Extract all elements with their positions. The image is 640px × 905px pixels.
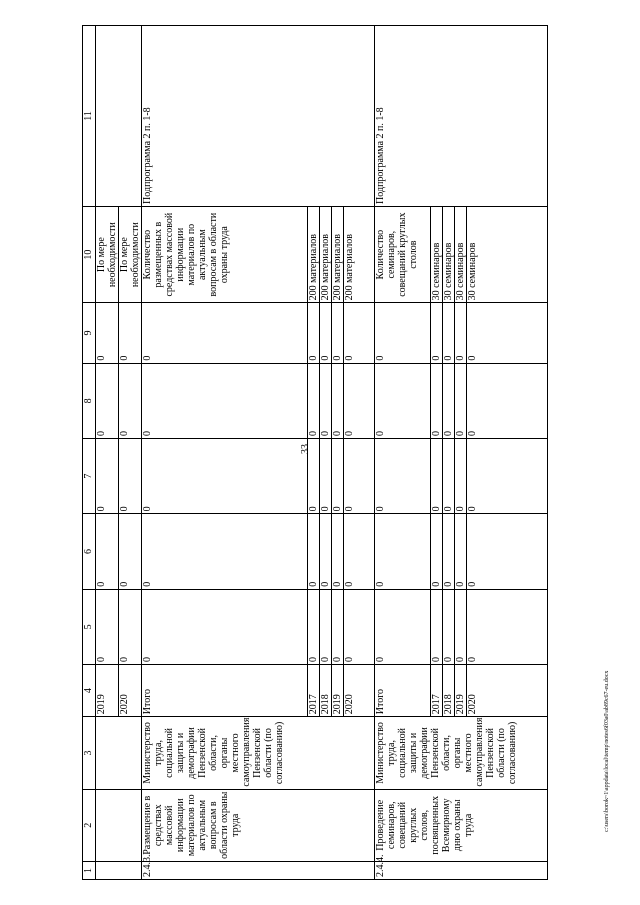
- program-cell: Подпрограмма 2 п. 1-8: [375, 26, 548, 207]
- indicator-cell: По мере необходимости: [119, 206, 142, 302]
- value-cell: 0: [443, 303, 455, 363]
- value-cell: 0: [455, 303, 467, 363]
- header-cell: 8: [83, 363, 96, 438]
- item-name: Проведение семинаров, совещаний круглых столов, посвященных Всемирному дню охраны труда: [375, 789, 548, 861]
- header-row: [83, 26, 96, 880]
- year-cell: 2017: [308, 665, 320, 717]
- page-number: 33: [300, 444, 311, 454]
- year-cell: 2019: [96, 665, 119, 717]
- item-name: Размещение в средствах массовой информации материалов по актуальным вопросам в области охраны труда: [142, 789, 375, 861]
- value-cell: 0: [119, 439, 142, 514]
- value-cell: 0: [119, 514, 142, 589]
- indicator-value: 30 семинаров: [431, 206, 443, 302]
- footer-file-path: c:\users\borok~1\appdata\local\temp\notes6f03a0\ab89c67-eu.docx: [604, 670, 610, 832]
- value-cell: 0: [443, 363, 455, 438]
- table-row: [142, 26, 308, 880]
- value-cell: 0: [320, 589, 332, 664]
- value-cell: 0: [467, 363, 548, 438]
- value-cell: 0: [119, 303, 142, 363]
- value-cell: 0: [119, 363, 142, 438]
- value-cell: 0: [344, 363, 375, 438]
- value-cell: 0: [332, 303, 344, 363]
- value-cell: 0: [455, 514, 467, 589]
- empty-cell: [96, 717, 142, 789]
- year-cell: 2019: [332, 665, 344, 717]
- header-cell: 4: [83, 665, 96, 717]
- year-cell: 2020: [344, 665, 375, 717]
- value-cell: 0: [320, 363, 332, 438]
- item-executor: Министерство труда, социальной защиты и демографии Пензенской области, органы местного самоуправления Пензенской области (по согласованию): [142, 717, 375, 789]
- value-cell: 0: [455, 439, 467, 514]
- value-cell: 0: [142, 514, 308, 589]
- value-cell: 0: [119, 589, 142, 664]
- value-cell: 0: [96, 514, 119, 589]
- total-label: Итого: [375, 665, 431, 717]
- value-cell: 0: [320, 303, 332, 363]
- indicator-cell: По мере необходимости: [96, 206, 119, 302]
- header-cell: 6: [83, 514, 96, 589]
- empty-cell: [96, 789, 142, 861]
- indicator-value: 30 семинаров: [455, 206, 467, 302]
- item-executor: Министерство труда, социальной защиты и демографии Пензенской области, органы местного самоуправления Пензенской области (по согласованию): [375, 717, 548, 789]
- value-cell: 0: [443, 514, 455, 589]
- value-cell: 0: [308, 363, 320, 438]
- value-cell: 0: [443, 589, 455, 664]
- value-cell: 0: [142, 439, 308, 514]
- value-cell: 0: [431, 439, 443, 514]
- value-cell: 0: [332, 589, 344, 664]
- value-cell: 0: [142, 303, 308, 363]
- indicator-value: 200 материалов: [308, 206, 320, 302]
- value-cell: 0: [431, 514, 443, 589]
- header-cell: 10: [83, 206, 96, 302]
- value-cell: 0: [375, 303, 431, 363]
- value-cell: 0: [455, 363, 467, 438]
- value-cell: 0: [96, 303, 119, 363]
- header-cell: 11: [83, 26, 96, 207]
- value-cell: 0: [431, 303, 443, 363]
- year-cell: 2019: [455, 665, 467, 717]
- value-cell: 0: [332, 514, 344, 589]
- value-cell: 0: [308, 514, 320, 589]
- value-cell: 0: [332, 363, 344, 438]
- indicator-cell: Количество размещенных в средствах массовой информации материалов по актуальным вопросам в области охраны труда: [142, 206, 308, 302]
- indicator-value: 200 материалов: [332, 206, 344, 302]
- value-cell: 0: [308, 439, 320, 514]
- value-cell: 0: [375, 439, 431, 514]
- year-cell: 2020: [119, 665, 142, 717]
- value-cell: 0: [332, 439, 344, 514]
- value-cell: 0: [308, 589, 320, 664]
- value-cell: 0: [320, 439, 332, 514]
- value-cell: 0: [96, 589, 119, 664]
- table-row: [375, 26, 431, 880]
- value-cell: 0: [344, 303, 375, 363]
- header-cell: 7: [83, 439, 96, 514]
- table-row: [96, 26, 119, 880]
- indicator-value: 30 семинаров: [467, 206, 548, 302]
- program-table: [82, 25, 548, 880]
- indicator-value: 30 семинаров: [443, 206, 455, 302]
- header-cell: 9: [83, 303, 96, 363]
- value-cell: 0: [467, 589, 548, 664]
- value-cell: 0: [142, 589, 308, 664]
- value-cell: 0: [467, 303, 548, 363]
- indicator-value: 200 материалов: [344, 206, 375, 302]
- value-cell: 0: [431, 589, 443, 664]
- value-cell: 0: [443, 439, 455, 514]
- value-cell: 0: [375, 514, 431, 589]
- value-cell: 0: [96, 363, 119, 438]
- item-number: 2.4.4.: [375, 861, 548, 879]
- value-cell: 0: [96, 439, 119, 514]
- header-cell: 1: [83, 861, 96, 879]
- value-cell: 0: [375, 589, 431, 664]
- rotated-table-container: [82, 25, 518, 880]
- total-label: Итого: [142, 665, 308, 717]
- indicator-cell: Количество семинаров, совещаний круглых столов: [375, 206, 431, 302]
- header-cell: 5: [83, 589, 96, 664]
- value-cell: 0: [320, 514, 332, 589]
- year-cell: 2018: [443, 665, 455, 717]
- empty-cell: [96, 26, 142, 207]
- value-cell: 0: [344, 439, 375, 514]
- year-cell: 2020: [467, 665, 548, 717]
- value-cell: 0: [344, 589, 375, 664]
- program-cell: Подпрограмма 2 п. 1-8: [142, 26, 375, 207]
- value-cell: 0: [375, 363, 431, 438]
- value-cell: 0: [344, 514, 375, 589]
- year-cell: 2018: [320, 665, 332, 717]
- header-cell: 3: [83, 717, 96, 789]
- empty-cell: [96, 861, 142, 879]
- value-cell: 0: [431, 363, 443, 438]
- value-cell: 0: [142, 363, 308, 438]
- indicator-value: 200 материалов: [320, 206, 332, 302]
- header-cell: 2: [83, 789, 96, 861]
- item-number: 2.4.3.: [142, 861, 375, 879]
- value-cell: 0: [455, 589, 467, 664]
- year-cell: 2017: [431, 665, 443, 717]
- value-cell: 0: [467, 439, 548, 514]
- value-cell: 0: [308, 303, 320, 363]
- value-cell: 0: [467, 514, 548, 589]
